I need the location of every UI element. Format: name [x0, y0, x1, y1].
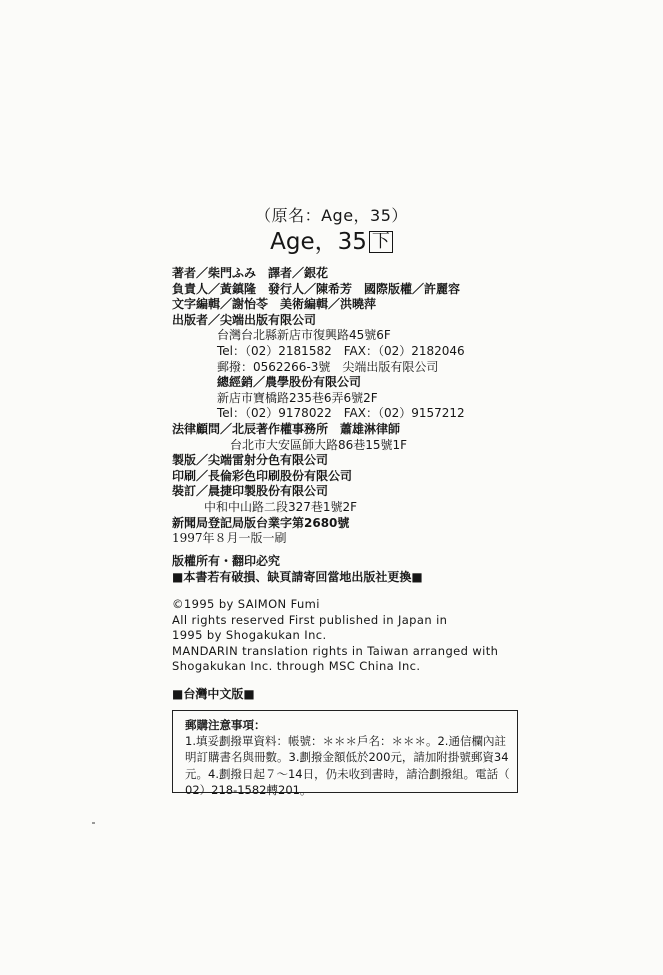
book-title: Age，35 [270, 229, 367, 255]
copyright-block [172, 597, 652, 675]
credit-line: 新聞局登記局版台業字第2680號 [172, 515, 350, 530]
credit-line: 中和中山路二段327巷1號2F [204, 499, 358, 514]
original-title: （原名：Age，35） [255, 206, 408, 225]
notice-title: 郵購注意事項： [185, 718, 266, 732]
edition-label: ■台灣中文版■ [172, 687, 255, 701]
credit-line: 出版者／尖端出版有限公司 [172, 312, 317, 327]
credit-line: 法律顧問／北辰著作權事務所 蕭雄淋律師 [172, 421, 401, 436]
notice-line: 明訂購書名與冊數。3.劃撥金額低於200元，請加附掛號郵資34 [185, 750, 509, 765]
mail-order-notice-box [172, 710, 518, 797]
copyright-line: 1995 by Shogakukan Inc. [172, 628, 327, 642]
rights-notice: 版權所有・翻印必究 [172, 554, 281, 568]
notice-line: 1.填妥劃撥單資料：帳號：＊＊＊戶名：＊＊＊。2.通信欄內註 [185, 734, 506, 749]
copyright-line: All rights reserved First published in Japan in [172, 612, 448, 627]
volume-badge: 下 [369, 231, 393, 253]
credit-line: 裝訂／晨捷印製股份有限公司 [172, 484, 329, 499]
credit-line: Tel：（02）2181582 FAX：（02）2182046 [217, 343, 465, 358]
credit-line: 台灣台北縣新店市復興路45號6F [217, 328, 391, 343]
copyright-line: ©1995 by SAIMON Fumi [172, 597, 320, 611]
credit-line: 總經銷／農學股份有限公司 [217, 375, 362, 390]
credit-line: Tel：（02）9178022 FAX：（02）9157212 [217, 406, 465, 421]
credit-line: 郵撥：0562266-3號 尖端出版有限公司 [217, 359, 439, 374]
notice-line: 元。4.劃撥日起７～14日，仍未收到書時，請洽劃撥組。電話（ [185, 766, 510, 781]
notice-line: 02）218-1582轉201。 [185, 782, 312, 797]
credit-line: 台北市大安區師大路86巷15號1F [230, 437, 408, 452]
credit-line: 著者／柴門ふみ 譯者／銀花 [172, 266, 329, 280]
credit-line: 印刷／長倫彩色印刷股份有限公司 [172, 468, 353, 483]
book-title-line [0, 228, 663, 256]
print-date: 1997年８月一版一刷 [172, 531, 287, 545]
speck-mark [92, 822, 95, 824]
damage-notice: ■本書若有破損、缺頁請寄回當地出版社更換■ [172, 570, 423, 584]
copyright-line: Shogakukan Inc. through MSC China Inc. [172, 659, 421, 673]
credit-line: 負責人／黃鎮隆 發行人／陳希芳 國際版權／許麗容 [172, 281, 461, 296]
credit-line: 新店市寶橋路235巷6弄6號2F [217, 390, 378, 405]
credit-line: 製版／尖端雷射分色有限公司 [172, 453, 329, 468]
credits-block [172, 266, 642, 531]
copyright-line: MANDARIN translation rights in Taiwan arranged with [172, 643, 499, 658]
credit-line: 文字編輯／謝怡苓 美術編輯／洪曉萍 [172, 297, 377, 312]
notice-body [185, 733, 517, 798]
